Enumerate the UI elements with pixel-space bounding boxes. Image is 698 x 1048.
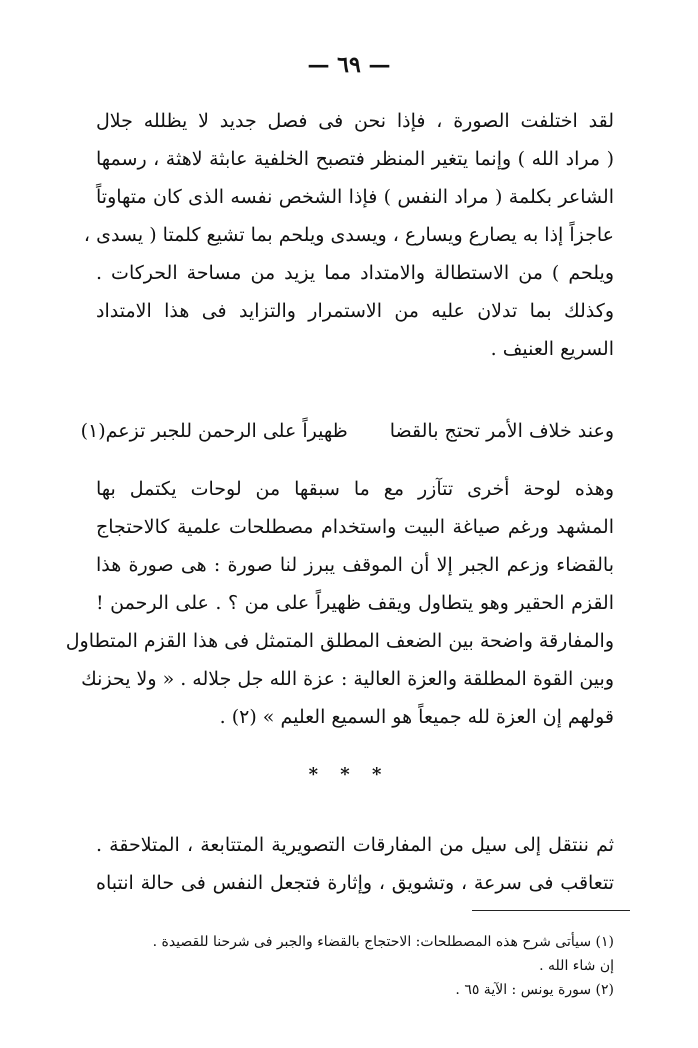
text-line: تتعاقب فى سرعة ، وتشويق ، وإثارة فتجعل النفس فى حالة انتباه — [96, 872, 614, 894]
page-number: — ٦٩ — — [307, 52, 391, 78]
section-separator: * * * — [308, 764, 390, 785]
footnotes — [96, 930, 614, 1002]
paragraph-1 — [83, 102, 614, 368]
text-line: الشاعر بكلمة ( مراد النفس ) فإذا الشخص نفسه الذى كان متهاوتاً — [96, 186, 614, 208]
text-line: بالقضاء وزعم الجبر إلا أن الموقف يبرز لنا صورة : هى صورة هذا — [96, 554, 614, 576]
paragraph-3 — [96, 826, 614, 902]
footnote-1-continued: إن شاء الله . — [539, 958, 614, 974]
text-line: لقد اختلفت الصورة ، فإذا نحن فى فصل جديد لا يظلله جلال — [96, 110, 614, 132]
text-line: وهذه لوحة أخرى تتآزر مع ما سبقها من لوحات يكتمل بها — [96, 478, 614, 500]
poetry-verse — [80, 412, 614, 450]
verse-hemistich-2: ظهيراً على الرحمن للجبر تزعم(١) — [80, 420, 348, 442]
footnote-divider — [472, 910, 630, 911]
text-line: والمفارقة واضحة بين الضعف المطلق المتمثل فى هذا القزم المتطاول — [65, 630, 614, 652]
footnote-2: (٢) سورة يونس : الآية ٦٥ . — [455, 982, 614, 998]
text-line: المشهد ورغم صياغة البيت واستخدام مصطلحات علمية كالاحتجاج — [96, 516, 614, 538]
verse-hemistich-1: وعند خلاف الأمر تحتج بالقضا — [389, 420, 614, 442]
text-line: عاجزاً إذا به يصارع ويسارع ، ويسدى ويلحم بما تشيع كلمتا ( يسدى ، — [83, 224, 614, 246]
text-line: ثم ننتقل إلى سيل من المفارقات التصويرية المتتابعة ، المتلاحقة . — [96, 834, 614, 856]
text-line: وكذلك بما تدلان عليه من الاستمرار والتزايد فى هذا الامتداد — [96, 300, 614, 322]
text-line: السريع العنيف . — [490, 338, 614, 360]
text-line: ويلحم ) من الاستطالة والامتداد مما يزيد من مساحة الحركات . — [96, 262, 614, 284]
paragraph-2 — [65, 470, 614, 736]
text-line: وبين القوة المطلقة والعزة العالية : عزة الله جل جلاله . « ولا يحزنك — [81, 668, 614, 690]
text-line: قولهم إن العزة لله جميعاً هو السميع العليم » (٢) . — [219, 706, 614, 728]
footnote-1: (١) سيأتى شرح هذه المصطلحات: الاحتجاج بالقضاء والجبر فى شرحنا للقصيدة . — [152, 934, 614, 950]
text-line: ( مراد الله ) وإنما يتغير المنظر فتصبح الخلفية عابثة لاهثة ، رسمها — [96, 148, 614, 170]
text-line: القزم الحقير وهو يتطاول ويقف ظهيراً على من ؟ . على الرحمن ! — [96, 592, 614, 614]
